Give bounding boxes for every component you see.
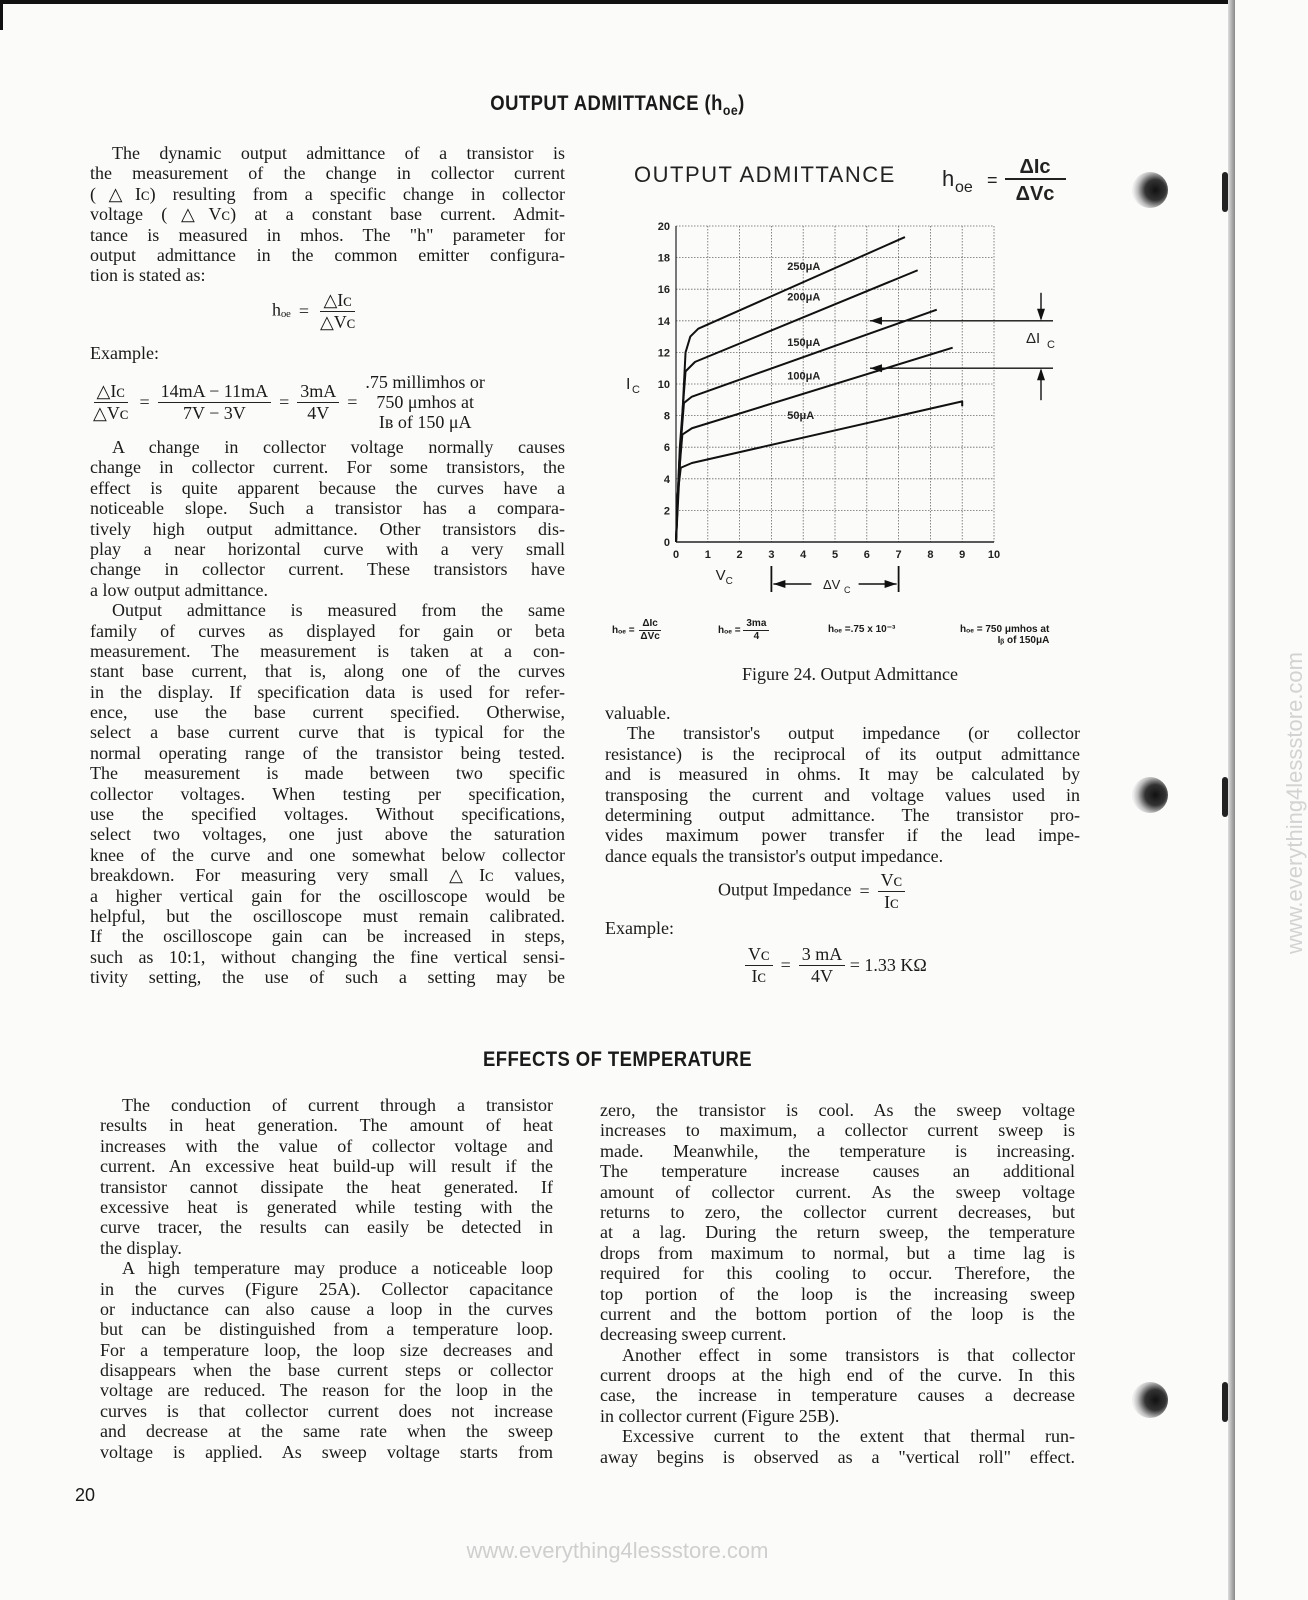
text-line: (△Iᴄ) resulting from a specific change in collector bbox=[90, 183, 565, 204]
curve-label: 50μA bbox=[787, 409, 815, 422]
arrowhead-up bbox=[1037, 368, 1045, 380]
delta-ic-label-sub: C bbox=[1047, 338, 1055, 351]
formula-lhs: hₒₑ = bbox=[718, 625, 741, 637]
formula-line: hₒₑ = 750 μmhos at bbox=[960, 624, 1050, 635]
left-column-intro bbox=[90, 143, 565, 286]
section-title-output-admittance bbox=[74, 92, 1161, 118]
text-line: The temperature increase causes an additional bbox=[600, 1161, 1075, 1182]
text-line: curve tracer, the results can easily be detected in bbox=[100, 1217, 553, 1238]
denominator: 7V − 3V bbox=[182, 402, 246, 423]
delta-vc-label: ΔV bbox=[823, 577, 841, 592]
output-admittance-chart bbox=[600, 140, 1100, 600]
text-line: and decrease at the same rate when the sweep bbox=[100, 1421, 553, 1442]
y-tick-label: 10 bbox=[657, 379, 670, 391]
x-tick-label: 8 bbox=[927, 549, 934, 561]
title-formula-den: ΔVc bbox=[1015, 183, 1055, 205]
curve-label: 250μA bbox=[787, 261, 821, 274]
fraction bbox=[297, 381, 339, 424]
title-formula-lhs: h bbox=[942, 166, 955, 191]
figure-formula-4 bbox=[960, 624, 1049, 646]
example-result bbox=[365, 372, 485, 432]
x-tick-label: 1 bbox=[704, 549, 711, 561]
equals: = bbox=[279, 391, 290, 412]
fraction bbox=[158, 381, 272, 424]
x-tick-label: 10 bbox=[987, 549, 1001, 561]
text-line: valuable. bbox=[605, 703, 671, 723]
binder-hole bbox=[1132, 172, 1168, 208]
text-line: change in collector current. These transistors have bbox=[90, 559, 565, 580]
x-tick-label: 7 bbox=[895, 549, 902, 561]
x-tick-label: 4 bbox=[800, 549, 807, 561]
numerator: 3ma bbox=[743, 618, 769, 631]
text-line: The transistor's output impedance (or collector bbox=[627, 723, 1080, 744]
equals: = bbox=[859, 881, 870, 901]
text-line: helpful, but the oscilloscope must remain calibrated. bbox=[90, 905, 565, 926]
y-tick-label: 18 bbox=[657, 252, 670, 265]
text-line: Output admittance is measured from the same bbox=[112, 600, 565, 621]
text-line: a low output admittance. bbox=[90, 579, 268, 600]
text-line: A high temperature may produce a noticeable loop bbox=[122, 1258, 553, 1279]
formula-lhs: hₒₑ bbox=[272, 299, 291, 320]
text-line: The conduction of current through a transistor bbox=[122, 1095, 553, 1115]
section-title-effects-of-temperature: EFFECTS OF TEMPERATURE bbox=[482, 1048, 753, 1071]
text-line: Another effect in some transistors is that collector bbox=[622, 1344, 1075, 1365]
title-formula-num: ΔIc bbox=[1019, 156, 1051, 178]
text-line: resistance) is the reciprocal of its output admittance bbox=[605, 743, 1080, 764]
text-line: in the display. If specification data is used for refer- bbox=[90, 681, 565, 702]
title-formula-sub: oe bbox=[955, 179, 973, 196]
text-line: noticeable slope. Such a transistor has a compara- bbox=[90, 498, 565, 519]
text-line: select a base current curve that is typical for the bbox=[90, 722, 565, 743]
text-line: increases with the value of collector voltage and bbox=[100, 1135, 553, 1156]
y-tick-label: 16 bbox=[657, 284, 670, 297]
result: = 1.33 KΩ bbox=[849, 955, 927, 975]
arrowhead-right bbox=[885, 580, 897, 588]
section2-right-column bbox=[600, 1100, 1075, 1467]
text-line: dance equals the transistor's output impedance. bbox=[605, 845, 944, 866]
text-line: normal operating range of the transistor being tested. bbox=[90, 742, 565, 763]
text-line: current and the bottom portion of the loop is the bbox=[600, 1303, 1075, 1324]
text-line: A change in collector voltage normally causes bbox=[112, 437, 565, 457]
text-line: in the curves (Figure 25A). Collector capacitance bbox=[100, 1278, 553, 1299]
text-line: current droops at the high end of the curve. In this bbox=[600, 1365, 1075, 1386]
text-line: change in collector current. For some transistors, the bbox=[90, 457, 565, 478]
equals: = bbox=[139, 391, 150, 412]
text-line: the display. bbox=[100, 1237, 182, 1258]
example-calculation bbox=[90, 372, 570, 432]
text-line: case, the increase in temperature causes a decrease bbox=[600, 1385, 1075, 1406]
curve-label: 100μA bbox=[787, 370, 821, 383]
output-impedance-formula bbox=[718, 870, 905, 913]
fraction bbox=[637, 618, 662, 643]
figure-formula-1 bbox=[612, 618, 663, 643]
x-axis-label-sub: C bbox=[725, 576, 733, 587]
text-line: use the specified voltages. Without specifications, bbox=[90, 804, 565, 825]
text-line: top portion of the loop is the increasing sweep bbox=[600, 1283, 1075, 1304]
text-line: breakdown. For measuring very small △Iᴄ values, bbox=[90, 865, 565, 886]
y-axis-label: I bbox=[626, 376, 631, 393]
text-line: family of curves as displayed for gain or beta bbox=[90, 620, 565, 641]
text-line: tivity setting, the use of such a setting may be bbox=[90, 967, 565, 988]
equals: = bbox=[780, 955, 791, 975]
text-line: voltage (△Vᴄ) at a constant base current. Admit- bbox=[90, 204, 565, 225]
text-line: required for this cooling to occur. Therefore, the bbox=[600, 1263, 1075, 1284]
text-line: measurement. The measurement is taken at a con- bbox=[90, 640, 565, 661]
title-formula-eq: = bbox=[987, 170, 998, 190]
text-line: collector voltages. When testing per specification, bbox=[90, 783, 565, 804]
numerator: △Iᴄ bbox=[94, 381, 128, 403]
fraction bbox=[799, 944, 846, 987]
x-tick-label: 3 bbox=[768, 549, 775, 561]
figure-formula-3: hₒₑ =.75 x 10⁻³ bbox=[828, 624, 896, 635]
text-line: knee of the curve and one somewhat below collector bbox=[90, 844, 565, 865]
fraction bbox=[745, 944, 773, 987]
text-line: voltage is applied. As sweep voltage starts from bbox=[100, 1441, 553, 1462]
curve-200μA bbox=[676, 270, 918, 542]
title-end: ) bbox=[738, 92, 745, 115]
delta-ic-label: ΔI bbox=[1026, 329, 1041, 347]
text-line: ence, use the base current specified. Otherwise, bbox=[90, 702, 565, 723]
result-line: 750 μmhos at bbox=[376, 392, 474, 412]
numerator: Vᴄ bbox=[745, 944, 773, 966]
y-tick-label: 12 bbox=[657, 347, 670, 360]
text-line: in collector current (Figure 25B). bbox=[600, 1405, 840, 1426]
x-tick-label: 9 bbox=[959, 549, 966, 561]
page-number: 20 bbox=[75, 1485, 96, 1505]
text-line: excessive heat is generated while testing with the bbox=[100, 1196, 553, 1217]
text-line: the measurement of the change in collector current bbox=[90, 163, 565, 184]
arrowhead-left bbox=[773, 580, 785, 588]
text-line: voltage are reduced. The reason for the loop in the bbox=[100, 1380, 553, 1401]
result-line: .75 millimhos or bbox=[365, 372, 485, 392]
text-line: a higher vertical gain for the oscilloscope would be bbox=[90, 885, 565, 906]
figure-caption: Figure 24. Output Admittance bbox=[742, 664, 958, 684]
binder-hole-edge bbox=[1222, 777, 1228, 817]
text-line: effect is quite apparent because the curves have a bbox=[90, 477, 565, 498]
section2-left-column bbox=[100, 1095, 553, 1462]
fraction bbox=[878, 870, 906, 913]
text-line: amount of collector current. As the sweep voltage bbox=[600, 1181, 1075, 1202]
text-line: current. An excessive heat build-up will result if the bbox=[100, 1156, 553, 1177]
text-line: disappears when the base current steps or collector bbox=[100, 1360, 553, 1381]
example2-label: Example: bbox=[605, 918, 674, 938]
y-tick-label: 0 bbox=[663, 537, 670, 549]
text-line: transposing the current and voltage values used in bbox=[605, 784, 1080, 805]
text-line: determining output admittance. The transistor pro- bbox=[605, 804, 1080, 825]
x-axis-label: V bbox=[715, 567, 726, 584]
numerator: 14mA − 11mA bbox=[158, 381, 272, 403]
equals: = bbox=[347, 391, 358, 412]
fraction bbox=[743, 618, 769, 643]
text-line: The measurement is made between two specific bbox=[90, 763, 565, 784]
text-line: at a lag. During the return sweep, the temperature bbox=[600, 1222, 1075, 1243]
curve-label: 200μA bbox=[787, 291, 821, 304]
numerator: 3 mA bbox=[799, 944, 846, 966]
text-line: results in heat generation. The amount of heat bbox=[100, 1115, 553, 1136]
text-line: but can be distinguished from a temperature loop. bbox=[100, 1319, 553, 1340]
x-tick-label: 6 bbox=[863, 549, 870, 561]
text-line: For a temperature loop, the loop size decreases and bbox=[100, 1339, 553, 1360]
text-line: Excessive current to the extent that thermal run- bbox=[622, 1426, 1075, 1447]
text-line: tion is stated as: bbox=[90, 265, 206, 286]
left-column-body bbox=[90, 437, 565, 988]
numerator: Vᴄ bbox=[878, 870, 906, 892]
binder-hole bbox=[1132, 1382, 1168, 1418]
text-line: curves is that collector current does not increase bbox=[100, 1400, 553, 1421]
denominator: Iᴄ bbox=[884, 892, 899, 912]
formula-label: Output Impedance bbox=[718, 879, 852, 900]
text-line: or inductance can also cause a loop in the curves bbox=[100, 1298, 553, 1319]
x-tick-label: 5 bbox=[831, 549, 839, 561]
binder-hole-edge bbox=[1222, 172, 1228, 212]
y-tick-label: 14 bbox=[657, 315, 670, 328]
y-tick-label: 2 bbox=[663, 505, 670, 518]
denominator: 4V bbox=[307, 402, 330, 423]
chart-title: OUTPUT ADMITTANCE bbox=[634, 162, 896, 187]
y-tick-label: 4 bbox=[663, 473, 670, 486]
binder-hole-edge bbox=[1222, 1382, 1228, 1422]
text-line: returns to zero, the collector current decreases, but bbox=[600, 1201, 1075, 1222]
x-tick-label: 2 bbox=[736, 549, 743, 561]
text-line: output admittance in the common emitter configura- bbox=[90, 244, 565, 265]
equals: = bbox=[298, 301, 309, 321]
text-line: transistor cannot dissipate the heat generated. If bbox=[100, 1176, 553, 1197]
numerator: ΔIc bbox=[639, 618, 661, 631]
denominator: △Vᴄ bbox=[319, 312, 356, 332]
numerator: △Iᴄ bbox=[320, 290, 354, 312]
text-line: tance is measured in mhos. The "h" parameter for bbox=[90, 224, 565, 245]
scan-top-edge bbox=[0, 0, 1235, 4]
watermark-side: www.everything4lessstore.com bbox=[1282, 652, 1307, 955]
denominator: △Vᴄ bbox=[93, 402, 129, 423]
numerator: 3mA bbox=[297, 381, 339, 403]
arrowhead-left bbox=[870, 317, 882, 325]
result-line: Iʙ of 150 μA bbox=[378, 412, 472, 432]
example2-calculation bbox=[745, 944, 927, 987]
denominator: 4 bbox=[753, 631, 760, 642]
text-line: select two voltages, one just above the saturation bbox=[90, 824, 565, 845]
denominator: ΔVc bbox=[640, 631, 660, 642]
denominator: 4V bbox=[811, 966, 834, 986]
denominator: Iᴄ bbox=[751, 966, 767, 986]
text-line: away begins is observed as a "vertical roll" effect. bbox=[600, 1446, 1075, 1467]
text-line: increases to maximum, a collector current sweep is bbox=[600, 1120, 1075, 1141]
text-line: zero, the transistor is cool. As the sweep voltage bbox=[600, 1100, 1075, 1120]
text-line: decreasing sweep current. bbox=[600, 1324, 787, 1345]
figure-formula-2 bbox=[718, 618, 769, 643]
watermark-bottom: www.everything4lessstore.com bbox=[466, 1538, 769, 1563]
y-tick-label: 8 bbox=[663, 410, 670, 423]
y-tick-label: 20 bbox=[657, 221, 670, 233]
x-tick-label: 0 bbox=[672, 549, 680, 561]
text-line: drops from maximum to normal, but a time lag is bbox=[600, 1242, 1075, 1263]
delta-vc-label-sub: C bbox=[844, 585, 851, 595]
text-line: If the oscilloscope gain can be increased in steps, bbox=[90, 926, 565, 947]
title-subscript: oe bbox=[722, 102, 739, 119]
text-line: and is measured in ohms. It may be calculated by bbox=[605, 764, 1080, 785]
text-line: tively high output admittance. Other transistors dis- bbox=[90, 518, 565, 539]
example-label: Example: bbox=[90, 343, 159, 363]
formula-line: Iᵦ of 150μA bbox=[997, 635, 1050, 646]
text-line: play a near horizontal curve with a very small bbox=[90, 538, 565, 559]
y-tick-label: 6 bbox=[663, 442, 670, 455]
arrowhead-down bbox=[1037, 309, 1045, 321]
text-line: made. Meanwhile, the temperature is increasing. bbox=[600, 1140, 1075, 1161]
curve-50μA bbox=[676, 401, 962, 542]
scan-left-edge bbox=[0, 0, 3, 30]
scan-right-edge bbox=[1228, 0, 1235, 1600]
y-axis-label-sub: C bbox=[632, 384, 640, 396]
curve-label: 150μA bbox=[787, 337, 821, 350]
binder-hole bbox=[1132, 777, 1168, 813]
fraction bbox=[90, 381, 131, 424]
formula-lhs: hₒₑ = bbox=[612, 625, 635, 637]
text-line: stant base current, that is, along one of the curves bbox=[90, 661, 565, 682]
hoe-formula bbox=[272, 290, 358, 333]
right-column-body bbox=[605, 703, 1080, 866]
fraction bbox=[317, 290, 358, 333]
text-line: The dynamic output admittance of a transistor is bbox=[112, 143, 565, 163]
text-line: vides maximum power transfer if the lead impe- bbox=[605, 825, 1080, 846]
title-text: OUTPUT ADMITTANCE (h bbox=[490, 92, 723, 115]
text-line: such as 10:1, without changing the fine vertical sensi- bbox=[90, 946, 565, 967]
